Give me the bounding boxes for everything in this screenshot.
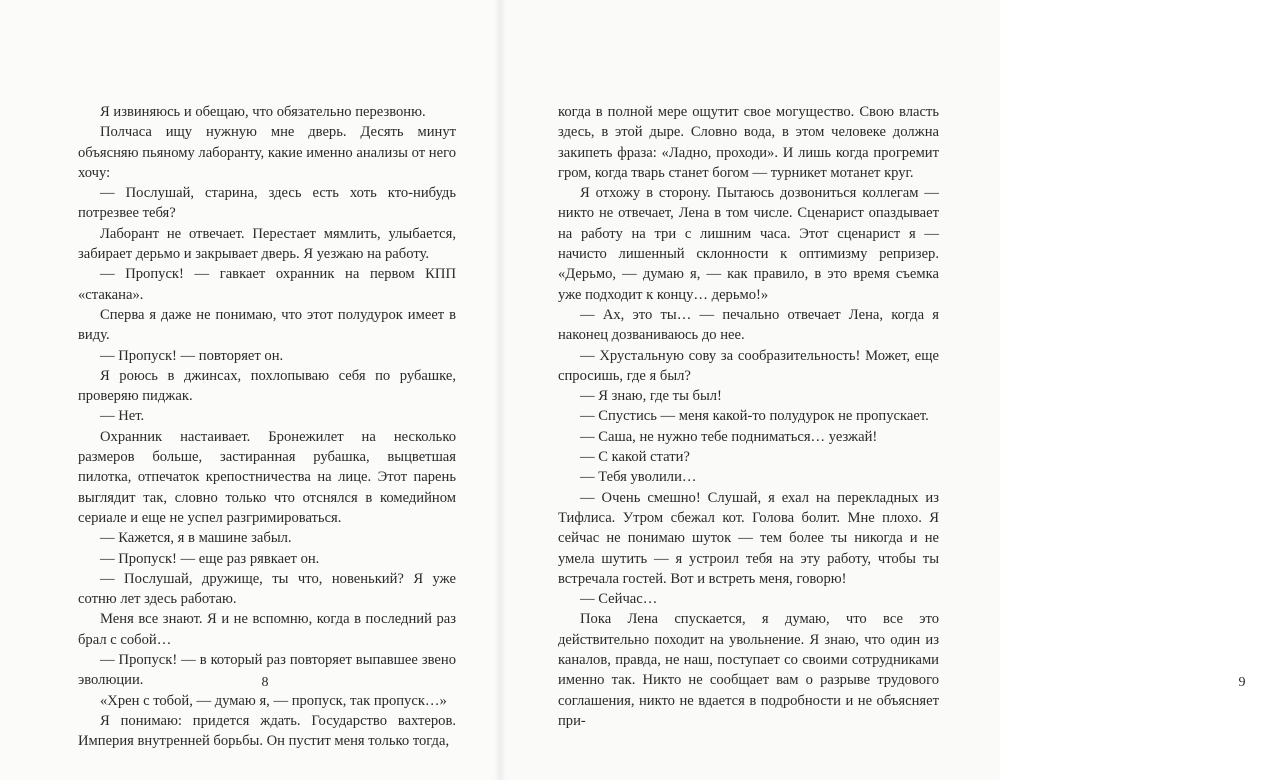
paragraph: Сперва я даже не понимаю, что этот полудурок имеет в виду. xyxy=(78,306,456,344)
paragraph: Меня все знают. Я и не вспомню, когда в последний раз брал с собой… xyxy=(78,611,456,648)
paragraph: — Саша, не нужно тебе подниматься… уезжай! xyxy=(580,428,878,445)
paragraph: — Нет. xyxy=(100,408,145,425)
paragraph: — Очень смешно! Слушай, я ехал на перекладных из Тифлиса. Утром сбежал кот. Голова болит. Мне плохо. Я сейчас не понимаю шуток — тем более ты никогда и не умела шутить — я устроил тебя на эту работу, чтобы ты встречала гостей. Вот и встреть меня, говорю! xyxy=(558,489,939,587)
book-gutter xyxy=(494,0,506,780)
paragraph: Полчаса ищу нужную мне дверь. Десять минут объясняю пьяному лаборанту, какие именно анализы от него хочу: xyxy=(78,124,456,181)
paragraph: — С какой стати? xyxy=(580,449,690,466)
paragraph: Я отхожу в сторону. Пытаюсь дозвониться коллегам — никто не отвечает, Лена в том числе. Сценарист опаздывает на работу на три с лишним часа. Этот сценарист я — начисто лишенный склонности к оптимизму репризер. «Дерьмо, — думаю я, — как правило, в это время съемка уже подходит к концу… дерьмо!» xyxy=(558,185,939,303)
paragraph: Я роюсь в джинсах, похлопываю себя по рубашке, проверяю пиджак. xyxy=(78,367,456,405)
paragraph: — Я знаю, где ты был! xyxy=(580,388,722,405)
paragraph: — Пропуск! — в который раз повторяет выпавшее звено эволюции. xyxy=(78,652,456,689)
paragraph: — Хрустальную сову за сообразительность! Может, еще спросишь, где я был? xyxy=(558,347,939,384)
paragraph: — Пропуск! — еще раз рявкает он. xyxy=(100,550,320,567)
paragraph: когда в полной мере ощутит свое могущество. Свою власть здесь, в этой дыре. Словно вода, в этом человеке должна закипеть фраза: «Ладно, проходи». И лишь когда прогремит гром, когда тварь станет богом — турникет мотанет круг. xyxy=(558,104,939,181)
paragraph: Я понимаю: придется ждать. Государство вахтеров. Империя внутренней борьбы. Он пустит меня только тогда, xyxy=(78,712,456,750)
left-page-text xyxy=(78,102,456,752)
paragraph: Лаборант не отвечает. Перестает мямлить, улыбается, забирает дерьмо и закрывает дверь. Я уезжаю на работу. xyxy=(78,225,456,263)
paragraph: — Кажется, я в машине забыл. xyxy=(100,530,292,547)
paragraph: Пока Лена спускается, я думаю, что все это действительно походит на увольнение. Я знаю, что один из каналов, правда, не наш, поступает со своими сотрудниками именно так. Никто не сообщает вам о разрыве трудового соглашения, никто не вдается в подробности и не объясняет при- xyxy=(558,611,939,729)
page-number-right: 9 xyxy=(1238,675,1246,690)
page-number-left: 8 xyxy=(261,675,269,690)
paragraph: — Пропуск! — гавкает охранник на первом КПП «стакана». xyxy=(78,266,456,303)
paragraph: Охранник настаивает. Бронежилет на несколько размеров больше, застиранная рубашка, выцветшая пилотка, отпечаток крепостничества на лице. Этот парень выглядит так, словно только что отснялся в комедийном сериале и еще не успел разгримироваться. xyxy=(78,428,456,526)
paragraph: «Хрен с тобой, — думаю я, — пропуск, так пропуск…» xyxy=(100,692,447,709)
right-page-text xyxy=(558,102,939,731)
paragraph: — Ах, это ты… — печально отвечает Лена, когда я наконец дозваниваюсь до нее. xyxy=(558,306,939,344)
left-page xyxy=(0,0,500,780)
paragraph: — Сейчас… xyxy=(580,591,658,608)
paragraph: — Тебя уволили… xyxy=(580,469,697,486)
paragraph: — Спустись — меня какой-то полудурок не пропускает. xyxy=(580,408,929,425)
paragraph: — Послушай, дружище, ты что, новенький? Я уже сотню лет здесь работаю. xyxy=(78,570,456,608)
paragraph: — Пропуск! — повторяет он. xyxy=(100,347,284,364)
paragraph: Я извиняюсь и обещаю, что обязательно перезвоню. xyxy=(100,104,426,120)
paragraph: — Послушай, старина, здесь есть хоть кто-нибудь потрезвее тебя? xyxy=(78,185,456,222)
